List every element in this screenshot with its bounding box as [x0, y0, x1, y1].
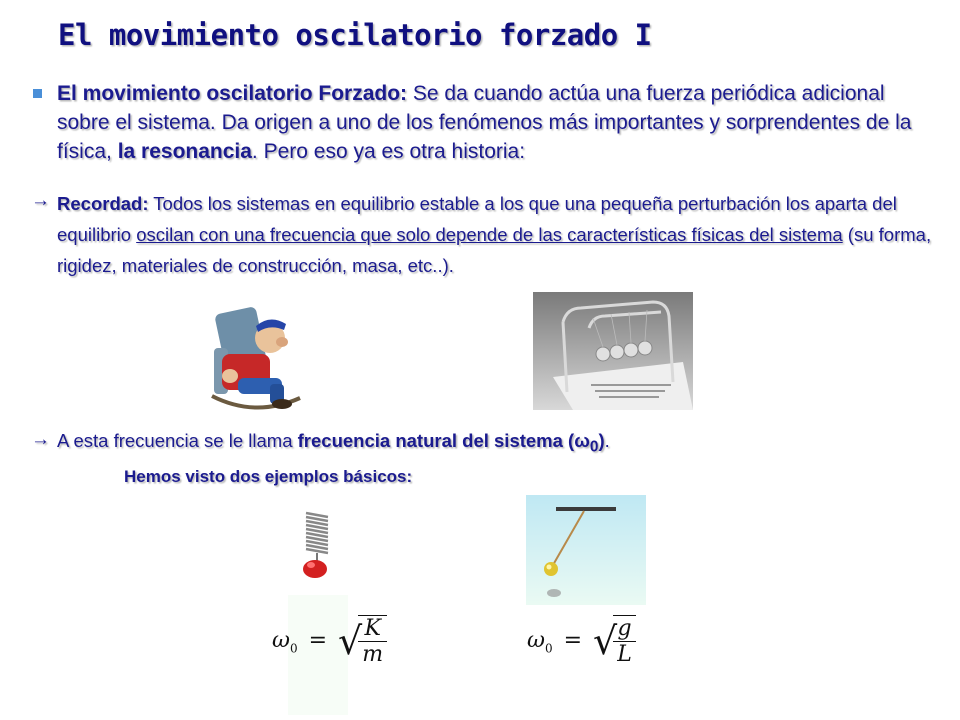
paragraph-3-text-end: . — [604, 430, 610, 451]
arrow-right-icon: → — [31, 190, 50, 211]
examples-heading: Hemos visto dos ejemplos básicos: — [124, 467, 413, 486]
paragraph-3-text: A esta frecuencia se le llama — [57, 430, 298, 451]
newtons-cradle-image — [533, 292, 693, 410]
paragraph-1-bold: El movimiento oscilatorio Forzado: — [57, 82, 408, 105]
paragraph-3-bold: frecuencia natural del sistema (ω — [297, 430, 590, 451]
formula-2-subscript: 0 — [544, 641, 553, 656]
formula-1-denominator: m — [362, 642, 384, 667]
paragraph-2-underline: oscilan con una frecuencia que solo depende de las características físicas del sistema — [136, 224, 843, 245]
page-title: El movimiento oscilatorio forzado I — [58, 18, 652, 52]
paragraph-1-text-end: . Pero eso ya es otra historia: — [251, 140, 526, 163]
square-bullet-icon — [33, 89, 42, 98]
paragraph-2-text-end: (su forma, rigidez, materiales de construcción, masa, etc..). — [57, 224, 932, 276]
formula-1-omega: ω — [272, 628, 290, 653]
pendulum-frequency-formula — [527, 615, 636, 667]
spring-mass-image — [288, 505, 348, 715]
paragraph-1-resonance: la resonancia — [117, 140, 252, 163]
spring-frequency-formula — [272, 615, 387, 667]
formula-2-numerator: g — [613, 616, 636, 642]
paragraph-recordad — [57, 188, 937, 281]
pendulum-image — [526, 495, 646, 605]
formula-1-numerator: K — [358, 616, 387, 642]
arrow-right-icon: → — [31, 429, 50, 450]
sqrt-icon: √ — [593, 619, 618, 663]
formula-1-subscript: 0 — [289, 641, 298, 656]
paragraph-2-text: Todos los sistemas en equilibrio estable a los que una pequeña perturbación los aparta del equilibrio — [57, 193, 897, 245]
paragraph-forced-oscillation — [57, 79, 927, 166]
rocking-chair-cartoon-image — [200, 300, 310, 412]
formula-2-omega: ω — [527, 628, 545, 653]
formula-2-denominator: L — [617, 642, 632, 667]
paragraph-3-bold-end: ) — [598, 430, 605, 451]
paragraph-3-subscript: 0 — [589, 438, 599, 456]
paragraph-natural-frequency — [57, 426, 610, 462]
paragraph-1-text: Se da cuando actúa una fuerza periódica adicional sobre el sistema. Da origen a uno de los fenómenos más importantes y sorprendentes de la física, — [57, 82, 912, 163]
formula-1-equals: = — [308, 628, 328, 653]
paragraph-2-bold: Recordad: — [57, 193, 149, 214]
formula-2-equals: = — [563, 628, 583, 653]
sqrt-icon: √ — [338, 619, 363, 663]
